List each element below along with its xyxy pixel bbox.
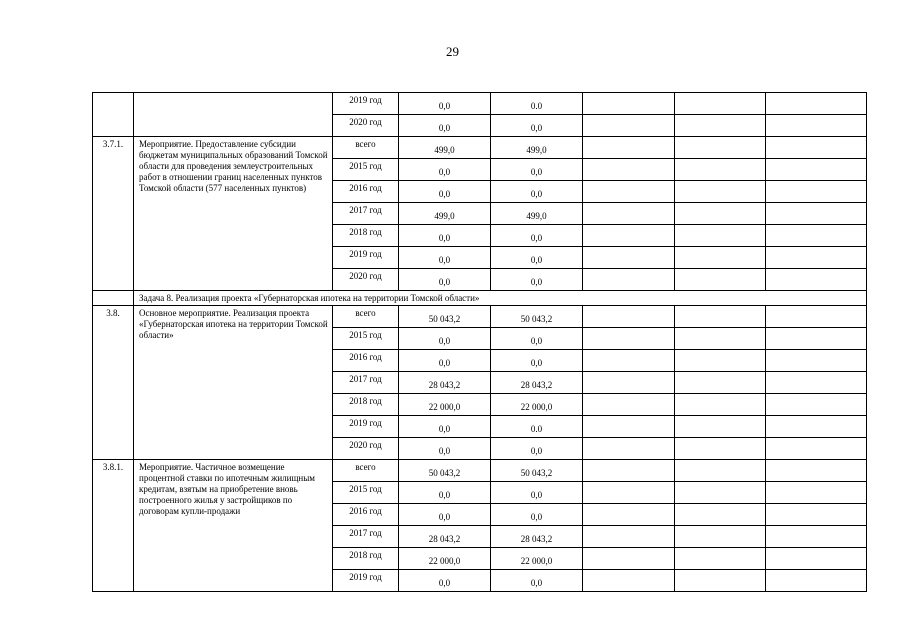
value-cell: 0,0: [491, 159, 583, 181]
empty-cell: [583, 137, 675, 159]
empty-cell: [675, 181, 766, 203]
empty-cell: [583, 504, 675, 526]
empty-cell: [675, 526, 766, 548]
year-cell: 2017 год: [333, 526, 399, 548]
row-name-cell: Основное мероприятие. Реализация проекта «Губернаторская ипотека на территории Томской области»: [134, 306, 333, 460]
empty-cell: [583, 350, 675, 372]
empty-cell: [675, 115, 766, 137]
value-cell: 0,0: [399, 438, 491, 460]
empty-cell: [675, 416, 766, 438]
empty-cell: [766, 416, 867, 438]
value-cell: 0,0: [399, 181, 491, 203]
value-cell: 0,0: [399, 93, 491, 115]
empty-cell: [675, 159, 766, 181]
empty-cell: [583, 438, 675, 460]
task-heading: Задача 8. Реализация проекта «Губернаторская ипотека на территории Томской области»: [134, 291, 867, 306]
value-cell: 50 043,2: [491, 460, 583, 482]
row-number-cell: [93, 291, 134, 306]
value-cell: 28 043,2: [491, 526, 583, 548]
value-cell: 50 043,2: [399, 306, 491, 328]
row-name-cell: Мероприятие. Частичное возмещение процентной ставки по ипотечным жилищным кредитам, взятым на приобретение вновь построенного жилья у застройщиков по договорам купли-продажи: [134, 460, 333, 592]
empty-cell: [675, 269, 766, 291]
empty-cell: [766, 526, 867, 548]
value-cell: 0,0: [491, 570, 583, 592]
empty-cell: [766, 482, 867, 504]
empty-cell: [583, 526, 675, 548]
row-number-cell: 3.8.1.: [93, 460, 134, 592]
value-cell: 0.0: [491, 416, 583, 438]
budget-table: [92, 92, 867, 592]
empty-cell: [675, 548, 766, 570]
empty-cell: [675, 460, 766, 482]
empty-cell: [766, 137, 867, 159]
year-cell: 2019 год: [333, 416, 399, 438]
empty-cell: [675, 306, 766, 328]
row-number-cell: [93, 93, 134, 137]
year-cell: 2015 год: [333, 159, 399, 181]
value-cell: 0,0: [399, 482, 491, 504]
value-cell: 0,0: [491, 115, 583, 137]
empty-cell: [675, 203, 766, 225]
table-row: [93, 137, 867, 159]
value-cell: 22 000,0: [491, 548, 583, 570]
value-cell: 0,0: [399, 225, 491, 247]
table-row: [93, 93, 867, 115]
empty-cell: [583, 548, 675, 570]
empty-cell: [675, 137, 766, 159]
empty-cell: [766, 306, 867, 328]
value-cell: 22 000,0: [399, 394, 491, 416]
year-cell: 2019 год: [333, 93, 399, 115]
value-cell: 0,0: [399, 159, 491, 181]
empty-cell: [675, 504, 766, 526]
empty-cell: [766, 548, 867, 570]
row-name-cell: Мероприятие. Предоставление субсидии бюджетам муниципальных образований Томской области для проведения землеустроительных работ в отношении границ населенных пунктов Томской области (577 населенных пунктов): [134, 137, 333, 291]
value-cell: 499,0: [491, 203, 583, 225]
empty-cell: [675, 394, 766, 416]
empty-cell: [583, 570, 675, 592]
empty-cell: [583, 159, 675, 181]
empty-cell: [583, 482, 675, 504]
empty-cell: [766, 394, 867, 416]
empty-cell: [766, 159, 867, 181]
empty-cell: [766, 181, 867, 203]
row-number-cell: 3.8.: [93, 306, 134, 460]
value-cell: 0,0: [491, 269, 583, 291]
empty-cell: [675, 570, 766, 592]
value-cell: 0,0: [399, 504, 491, 526]
year-cell: 2016 год: [333, 504, 399, 526]
empty-cell: [766, 350, 867, 372]
empty-cell: [675, 225, 766, 247]
table-row: [93, 460, 867, 482]
year-cell: всего: [333, 460, 399, 482]
value-cell: 0,0: [491, 225, 583, 247]
empty-cell: [675, 438, 766, 460]
row-name-cell: [134, 93, 333, 137]
empty-cell: [766, 93, 867, 115]
value-cell: 22 000,0: [491, 394, 583, 416]
empty-cell: [583, 306, 675, 328]
empty-cell: [766, 328, 867, 350]
year-cell: 2018 год: [333, 225, 399, 247]
value-cell: 28 043,2: [399, 372, 491, 394]
empty-cell: [766, 115, 867, 137]
value-cell: 28 043,2: [399, 526, 491, 548]
empty-cell: [583, 394, 675, 416]
empty-cell: [675, 372, 766, 394]
year-cell: 2017 год: [333, 203, 399, 225]
value-cell: 0.0: [491, 93, 583, 115]
value-cell: 0,0: [491, 350, 583, 372]
empty-cell: [766, 504, 867, 526]
empty-cell: [583, 93, 675, 115]
table-row: [93, 291, 867, 306]
year-cell: 2018 год: [333, 394, 399, 416]
value-cell: 0,0: [491, 247, 583, 269]
year-cell: 2015 год: [333, 328, 399, 350]
year-cell: 2018 год: [333, 548, 399, 570]
value-cell: 0,0: [399, 328, 491, 350]
year-cell: 2016 год: [333, 181, 399, 203]
empty-cell: [766, 247, 867, 269]
value-cell: 50 043,2: [399, 460, 491, 482]
year-cell: всего: [333, 137, 399, 159]
value-cell: 0,0: [399, 115, 491, 137]
value-cell: 0,0: [399, 247, 491, 269]
value-cell: 22 000,0: [399, 548, 491, 570]
empty-cell: [583, 181, 675, 203]
empty-cell: [766, 372, 867, 394]
year-cell: 2017 год: [333, 372, 399, 394]
empty-cell: [766, 570, 867, 592]
empty-cell: [675, 482, 766, 504]
value-cell: 0,0: [491, 181, 583, 203]
value-cell: 0,0: [491, 328, 583, 350]
empty-cell: [675, 93, 766, 115]
empty-cell: [675, 328, 766, 350]
year-cell: 2019 год: [333, 247, 399, 269]
page-number: 29: [446, 44, 459, 59]
value-cell: 0,0: [399, 269, 491, 291]
empty-cell: [675, 247, 766, 269]
empty-cell: [583, 460, 675, 482]
value-cell: 50 043,2: [491, 306, 583, 328]
empty-cell: [766, 203, 867, 225]
value-cell: 0,0: [491, 504, 583, 526]
year-cell: 2015 год: [333, 482, 399, 504]
empty-cell: [583, 203, 675, 225]
year-cell: всего: [333, 306, 399, 328]
empty-cell: [766, 269, 867, 291]
year-cell: 2016 год: [333, 350, 399, 372]
empty-cell: [583, 247, 675, 269]
empty-cell: [675, 350, 766, 372]
value-cell: 0,0: [399, 350, 491, 372]
year-cell: 2020 год: [333, 438, 399, 460]
year-cell: 2020 год: [333, 269, 399, 291]
value-cell: 499,0: [399, 137, 491, 159]
empty-cell: [766, 438, 867, 460]
value-cell: 0,0: [399, 570, 491, 592]
value-cell: 28 043,2: [491, 372, 583, 394]
empty-cell: [583, 115, 675, 137]
empty-cell: [766, 460, 867, 482]
empty-cell: [583, 328, 675, 350]
value-cell: 0,0: [491, 438, 583, 460]
empty-cell: [583, 225, 675, 247]
value-cell: 499,0: [399, 203, 491, 225]
year-cell: 2020 год: [333, 115, 399, 137]
empty-cell: [766, 225, 867, 247]
value-cell: 499,0: [491, 137, 583, 159]
empty-cell: [583, 269, 675, 291]
table-row: [93, 306, 867, 328]
empty-cell: [583, 416, 675, 438]
empty-cell: [583, 372, 675, 394]
value-cell: 0,0: [491, 482, 583, 504]
value-cell: 0,0: [399, 416, 491, 438]
row-number-cell: 3.7.1.: [93, 137, 134, 291]
year-cell: 2019 год: [333, 570, 399, 592]
